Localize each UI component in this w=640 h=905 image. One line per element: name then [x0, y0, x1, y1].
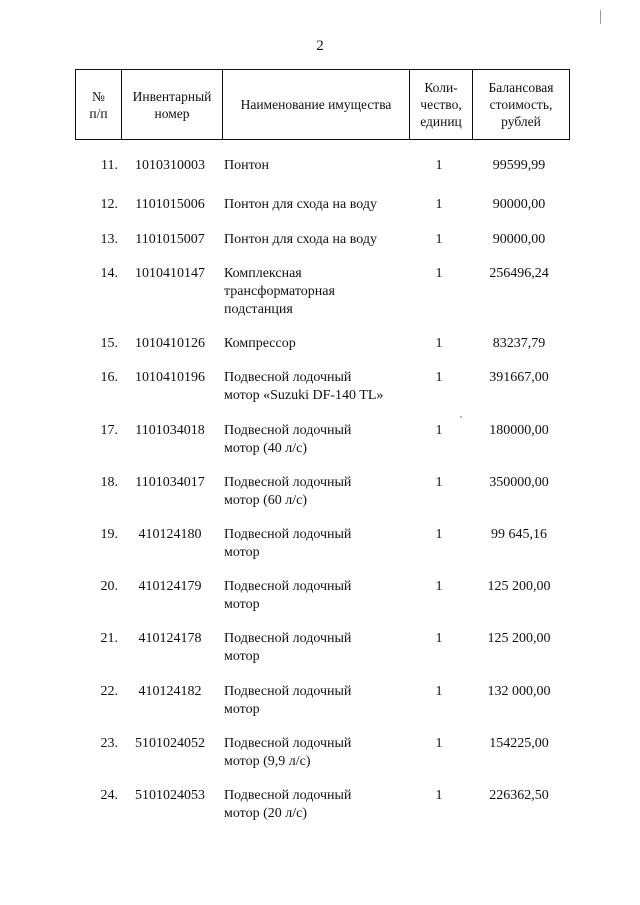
inventory-number: 410124179 [138, 579, 202, 594]
inventory-number: 1101034017 [135, 475, 205, 490]
property-name: Подвесной лодочный мотор [224, 579, 352, 612]
row-number: 19. [100, 527, 118, 542]
property-name: Подвесной лодочный мотор (9,9 л/с) [224, 736, 352, 769]
balance-cost: 132 000,00 [487, 684, 551, 699]
balance-cost: 350000,00 [489, 475, 549, 490]
row-number: 15. [100, 336, 118, 351]
header-num: № п/п [76, 70, 122, 140]
row-number: 23. [100, 736, 118, 751]
balance-cost: 90000,00 [492, 197, 546, 212]
row-number: 21. [100, 631, 118, 646]
balance-cost: 154225,00 [489, 736, 549, 751]
quantity: 1 [435, 158, 443, 173]
row-number: 11. [101, 158, 118, 173]
inventory-number: 5101024053 [135, 788, 205, 803]
inventory-number: 1101015007 [135, 232, 205, 247]
quantity: 1 [435, 197, 443, 212]
table-header [75, 69, 570, 140]
inventory-number: 410124182 [138, 684, 202, 699]
quantity: 1 [435, 475, 443, 490]
inventory-number: 1010410147 [135, 266, 205, 281]
header-quantity: Коли- чество, единиц [410, 70, 473, 140]
property-name: Подвесной лодочный мотор [224, 684, 352, 717]
property-name: Подвесной лодочный мотор [224, 527, 352, 560]
row-number: 12. [100, 197, 118, 212]
quantity: 1 [435, 736, 443, 751]
header-cost: Балансовая стоимость, рублей [473, 70, 570, 140]
header-name: Наименование имущества [223, 70, 410, 140]
inventory-number: 1101034018 [135, 423, 205, 438]
property-name: Подвесной лодочный мотор (60 л/с) [224, 475, 352, 508]
inventory-number: 410124180 [138, 527, 202, 542]
row-number: 24. [100, 788, 118, 803]
property-name: Подвесной лодочный мотор (40 л/с) [224, 423, 352, 456]
inventory-number: 1010410196 [135, 370, 205, 385]
property-name: Подвесной лодочный мотор (20 л/с) [224, 788, 352, 821]
scan-artifact [460, 416, 462, 418]
property-name: Подвесной лодочный мотор [224, 631, 352, 664]
row-number: 17. [100, 423, 118, 438]
row-number: 18. [100, 475, 118, 490]
scan-artifact [600, 10, 601, 24]
quantity: 1 [435, 370, 443, 385]
property-name: Компрессор [224, 336, 296, 351]
page-number: 2 [316, 38, 324, 54]
property-name: Комплексная трансформаторная подстанция [224, 266, 335, 317]
header-inventory: Инвентарный номер [122, 70, 223, 140]
balance-cost: 90000,00 [492, 232, 546, 247]
row-number: 16. [100, 370, 118, 385]
quantity: 1 [435, 527, 443, 542]
inventory-number: 1010310003 [135, 158, 205, 173]
row-number: 14. [100, 266, 118, 281]
property-name: Понтон для схода на воду [224, 197, 377, 212]
quantity: 1 [435, 266, 443, 281]
balance-cost: 99599,99 [492, 158, 546, 173]
balance-cost: 99 645,16 [491, 527, 547, 542]
property-name: Понтон [224, 158, 270, 173]
balance-cost: 256496,24 [489, 266, 549, 281]
quantity: 1 [435, 336, 443, 351]
property-name: Понтон для схода на воду [224, 232, 377, 247]
balance-cost: 83237,79 [492, 336, 546, 351]
property-name: Подвесной лодочный мотор «Suzuki DF-140 TL» [224, 370, 384, 403]
row-number: 13. [100, 232, 118, 247]
row-number: 20. [100, 579, 118, 594]
inventory-number: 1101015006 [135, 197, 205, 212]
quantity: 1 [435, 232, 443, 247]
quantity: 1 [435, 579, 443, 594]
quantity: 1 [435, 423, 443, 438]
quantity: 1 [435, 684, 443, 699]
balance-cost: 125 200,00 [487, 579, 551, 594]
balance-cost: 125 200,00 [487, 631, 551, 646]
inventory-number: 1010410126 [135, 336, 205, 351]
inventory-number: 5101024052 [135, 736, 205, 751]
quantity: 1 [435, 631, 443, 646]
inventory-number: 410124178 [138, 631, 202, 646]
balance-cost: 226362,50 [489, 788, 549, 803]
balance-cost: 180000,00 [489, 423, 549, 438]
balance-cost: 391667,00 [489, 370, 549, 385]
row-number: 22. [100, 684, 118, 699]
quantity: 1 [435, 788, 443, 803]
